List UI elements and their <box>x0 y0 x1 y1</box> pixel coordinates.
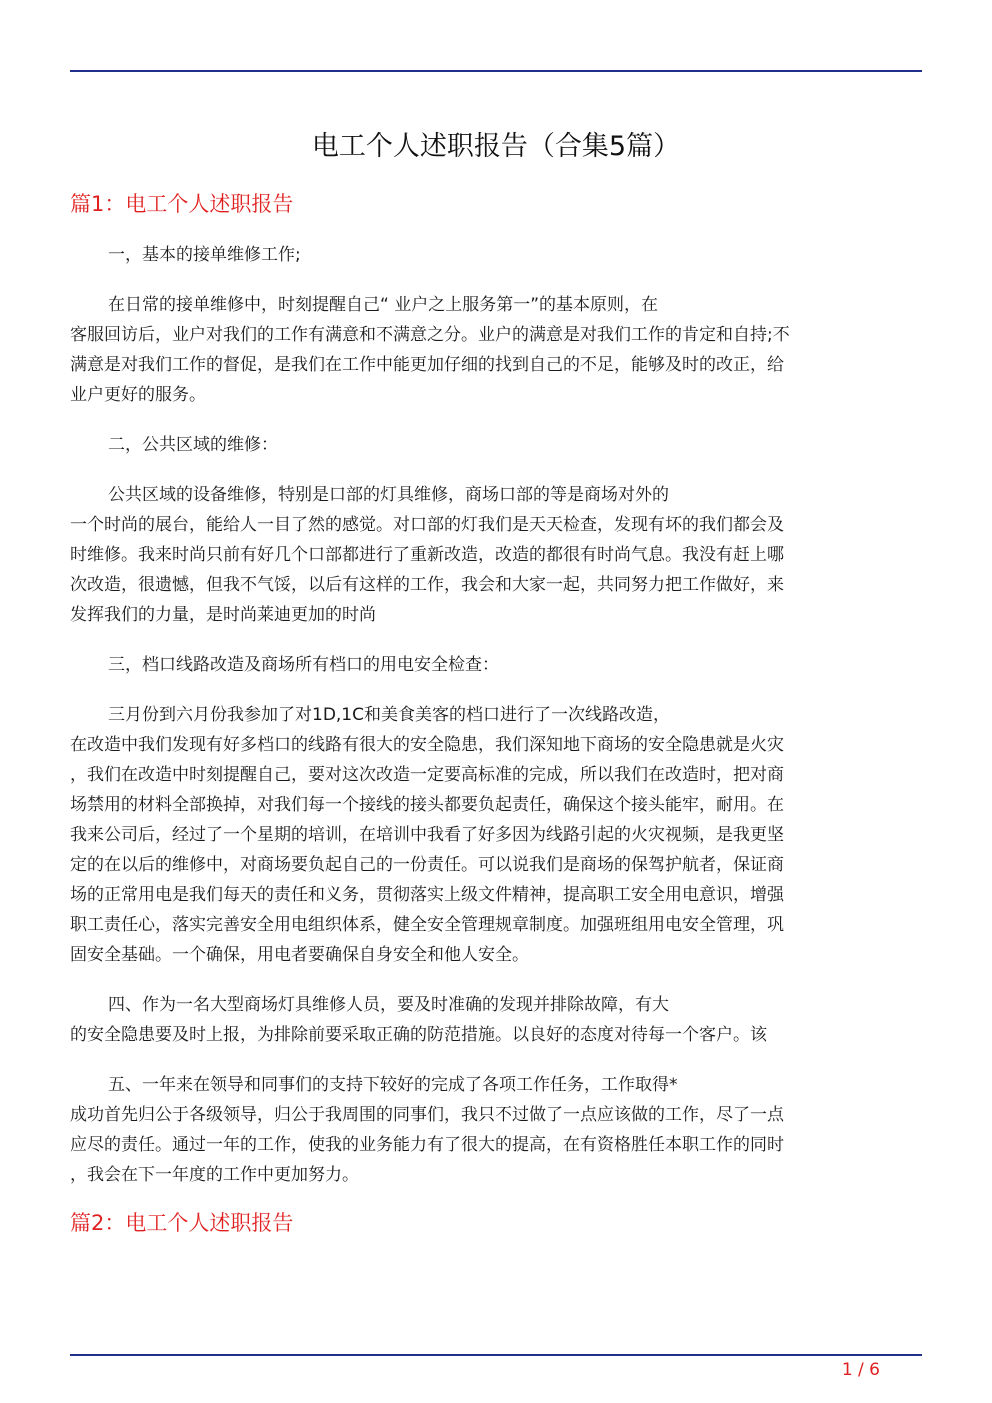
text-line: ，我会在下一年度的工作中更加努力。 <box>70 1165 359 1185</box>
bottom-rule <box>70 1354 922 1356</box>
text-line: 成功首先归公于各级领导，归公于我周围的同事们，我只不过做了一点应该做的工作，尽了一点 <box>70 1105 784 1125</box>
text-line: 应尽的责任。通过一年的工作，使我的业务能力有了很大的提高，在有资格胜任本职工作的同时 <box>70 1135 784 1155</box>
text-line: 时维修。我来时尚只前有好几个口部都进行了重新改造，改造的都很有时尚气息。我没有赶上哪 <box>70 545 784 565</box>
text-line: 发挥我们的力量，是时尚莱迪更加的时尚 <box>70 605 376 625</box>
text-line: 在改造中我们发现有好多档口的线路有很大的安全隐患，我们深知地下商场的安全隐患就是火灾 <box>70 735 784 755</box>
text-line: 三月份到六月份我参加了对1D,1C和美食美客的档口进行了一次线路改造， <box>108 705 670 725</box>
text-line: 业户更好的服务。 <box>70 385 206 405</box>
text-line: 公共区域的设备维修，特别是口部的灯具维修，商场口部的等是商场对外的 <box>108 485 669 505</box>
text-line: 一个时尚的展台，能给人一目了然的感觉。对口部的灯我们是天天检查，发现有坏的我们都会及 <box>70 515 784 535</box>
page-number: 1 / 6 <box>841 1360 880 1380</box>
text-line: 固安全基础。一个确保，用电者要确保自身安全和他人安全。 <box>70 945 529 965</box>
top-rule <box>70 70 922 72</box>
section-heading-1: 篇1：电工个人述职报告 <box>70 192 294 216</box>
text-line: ，我们在改造中时刻提醒自己，要对这次改造一定要高标准的完成，所以我们在改造时，把对商 <box>70 765 784 785</box>
section-heading-2: 篇2：电工个人述职报告 <box>70 1211 294 1235</box>
text-line: 客服回访后，业户对我们的工作有满意和不满意之分。业户的满意是对我们工作的肯定和自持;不 <box>70 325 790 345</box>
text-line: 场禁用的材料全部换掉，对我们每一个接线的接头都要负起责任，确保这个接头能牢，耐用。在 <box>70 795 784 815</box>
text-line: 满意是对我们工作的督促，是我们在工作中能更加仔细的找到自己的不足，能够及时的改正，给 <box>70 355 784 375</box>
text-line: 四、作为一名大型商场灯具维修人员，要及时准确的发现并排除故障，有大 <box>108 995 669 1015</box>
text-line: 五、一年来在领导和同事们的支持下较好的完成了各项工作任务，工作取得* <box>108 1075 678 1095</box>
text-line: 我来公司后，经过了一个星期的培训，在培训中我看了好多因为线路引起的火灾视频，是我更坚 <box>70 825 784 845</box>
text-line: 一，基本的接单维修工作; <box>108 245 301 265</box>
text-line: 职工责任心，落实完善安全用电组织体系，健全安全管理规章制度。加强班组用电安全管理，巩 <box>70 915 784 935</box>
text-line: 二，公共区域的维修： <box>108 435 278 455</box>
text-line: 的安全隐患要及时上报，为排除前要采取正确的防范措施。以良好的态度对待每一个客户。该 <box>70 1025 767 1045</box>
document-title: 电工个人述职报告（合集5篇） <box>311 131 681 162</box>
text-line: 定的在以后的维修中，对商场要负起自己的一份责任。可以说我们是商场的保驾护航者，保证商 <box>70 855 784 875</box>
text-line: 在日常的接单维修中，时刻提醒自己“ 业户之上服务第一”的基本原则，在 <box>108 295 659 315</box>
text-line: 三，档口线路改造及商场所有档口的用电安全检查： <box>108 655 499 675</box>
text-line: 次改造，很遗憾，但我不气馁，以后有这样的工作，我会和大家一起，共同努力把工作做好，来 <box>70 575 784 595</box>
text-line: 场的正常用电是我们每天的责任和义务，贯彻落实上级文件精神，提高职工安全用电意识，增强 <box>70 885 784 905</box>
